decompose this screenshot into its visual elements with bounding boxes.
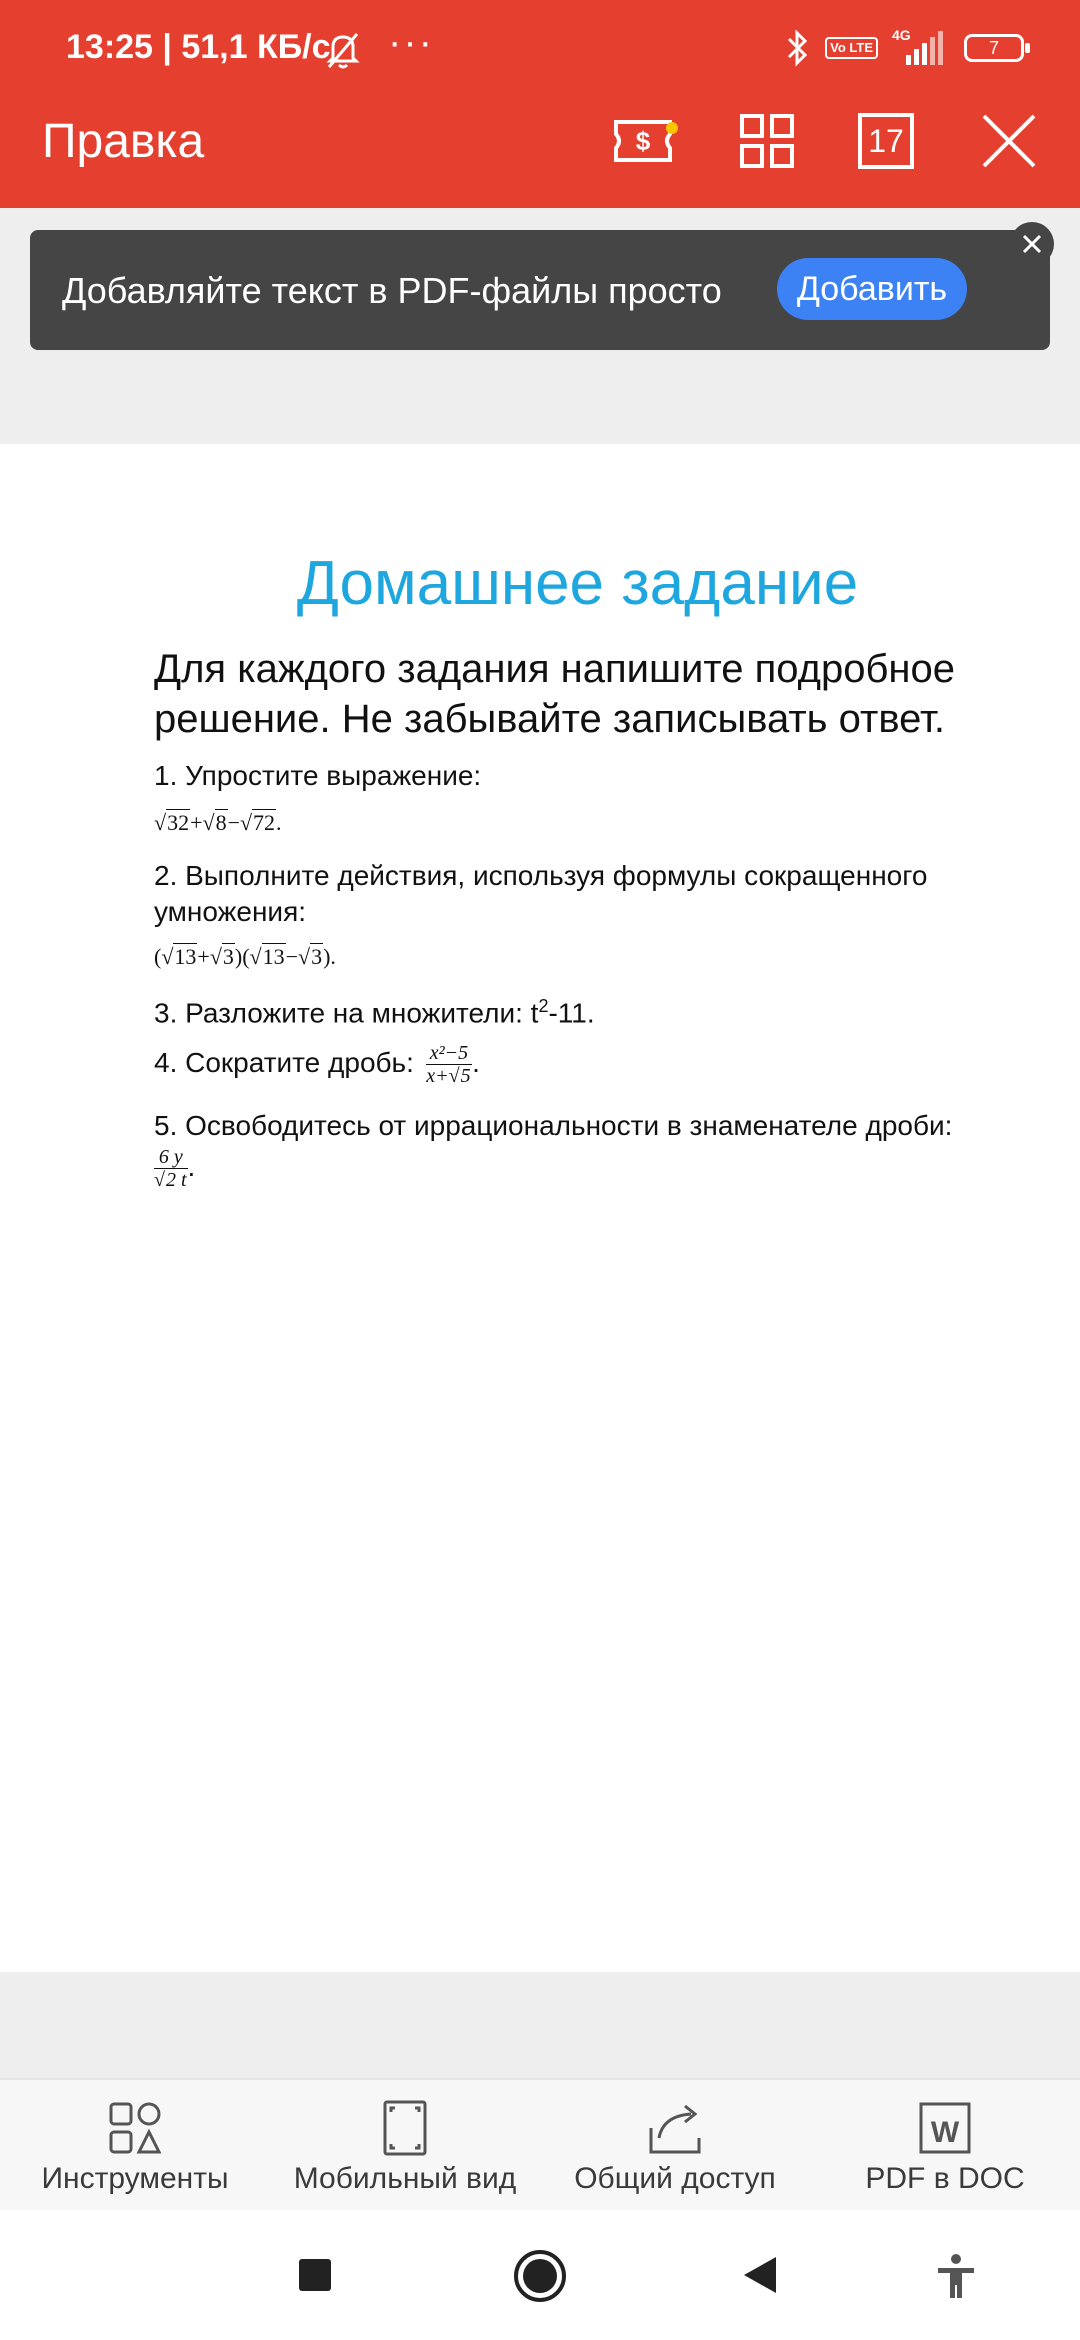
pdf-to-doc-icon: [915, 2098, 975, 2158]
back-icon[interactable]: [740, 2254, 780, 2296]
volte-badge: Vo LTE: [825, 37, 878, 59]
accessibility-icon[interactable]: [934, 2252, 978, 2300]
recent-apps-icon[interactable]: [296, 2256, 334, 2294]
close-icon[interactable]: [976, 108, 1042, 174]
mobile-view-label: Мобильный вид: [293, 2162, 517, 2195]
add-button[interactable]: Добавить: [777, 258, 967, 320]
premium-ticket-icon[interactable]: [612, 108, 678, 174]
task-2-formula: (√13+√3)(√13−√3).: [154, 944, 336, 969]
pdf-to-doc-label: PDF в DOC: [865, 2162, 1025, 2195]
mobile-view-icon: [375, 2098, 435, 2158]
svg-text:W: W: [930, 2116, 960, 2149]
grid-view-icon[interactable]: [734, 108, 800, 174]
tools-icon: [105, 2098, 165, 2158]
signal-icon: [892, 29, 950, 67]
promo-banner: [30, 230, 1050, 350]
task-1: 1. Упростите выражение:: [154, 760, 482, 791]
pdf-page[interactable]: [0, 444, 1080, 1972]
system-nav-bar: [0, 2210, 1080, 2340]
bell-muted-icon: [325, 30, 361, 70]
battery-icon: 7: [964, 34, 1024, 62]
document-intro: Для каждого задания напишите подробное решение. Не забывайте записывать ответ.: [154, 647, 955, 741]
bottom-toolbar: [0, 2078, 1080, 2212]
share-button[interactable]: [560, 2080, 790, 2212]
document-title: Домашнее задание: [296, 549, 859, 618]
share-label: Общий доступ: [574, 2162, 776, 2195]
banner-close-icon[interactable]: [1010, 222, 1054, 266]
home-icon[interactable]: [512, 2248, 568, 2304]
banner-text: Добавляйте текст в PDF-файлы просто: [62, 270, 722, 311]
more-notifications-icon: ···: [388, 20, 434, 64]
status-time: 13:25 | 51,1 КБ/с: [66, 28, 331, 66]
pdf-to-doc-button[interactable]: [830, 2080, 1060, 2212]
tools-button[interactable]: [20, 2080, 250, 2212]
tools-label: Инструменты: [41, 2162, 229, 2195]
task-2: 2. Выполните действия, используя формулы сокращенного умножения:: [154, 860, 928, 927]
page-count-icon[interactable]: 17: [858, 113, 914, 169]
status-bar: [0, 0, 1080, 96]
task-4-fraction: $\frac{\text{x²−5}}{x+√5}$: [426, 1042, 471, 1087]
share-icon: [645, 2098, 705, 2158]
mobile-view-button[interactable]: [275, 2080, 535, 2212]
status-icons: [785, 28, 1024, 68]
task-4: 4. Сократите дробь: $\frac{\text{x²−5}}{x+√5}$ .: [154, 1042, 480, 1087]
app-header: [0, 0, 1080, 208]
task-3: 3. Разложите на множители: $t^2-11$.: [154, 996, 595, 1029]
page-title: Правка: [42, 115, 205, 168]
svg-text:$: $: [635, 126, 651, 156]
bluetooth-icon: [785, 29, 811, 67]
network-type: 4G: [892, 27, 911, 43]
task-5: 5. Освободитесь от иррациональности в знаменателе дроби:: [154, 1110, 953, 1141]
task-5-formula: $\frac{6 y}{√2 t}$ .: [154, 1146, 196, 1191]
task-1-formula: √32+√8−√72.: [154, 810, 282, 835]
